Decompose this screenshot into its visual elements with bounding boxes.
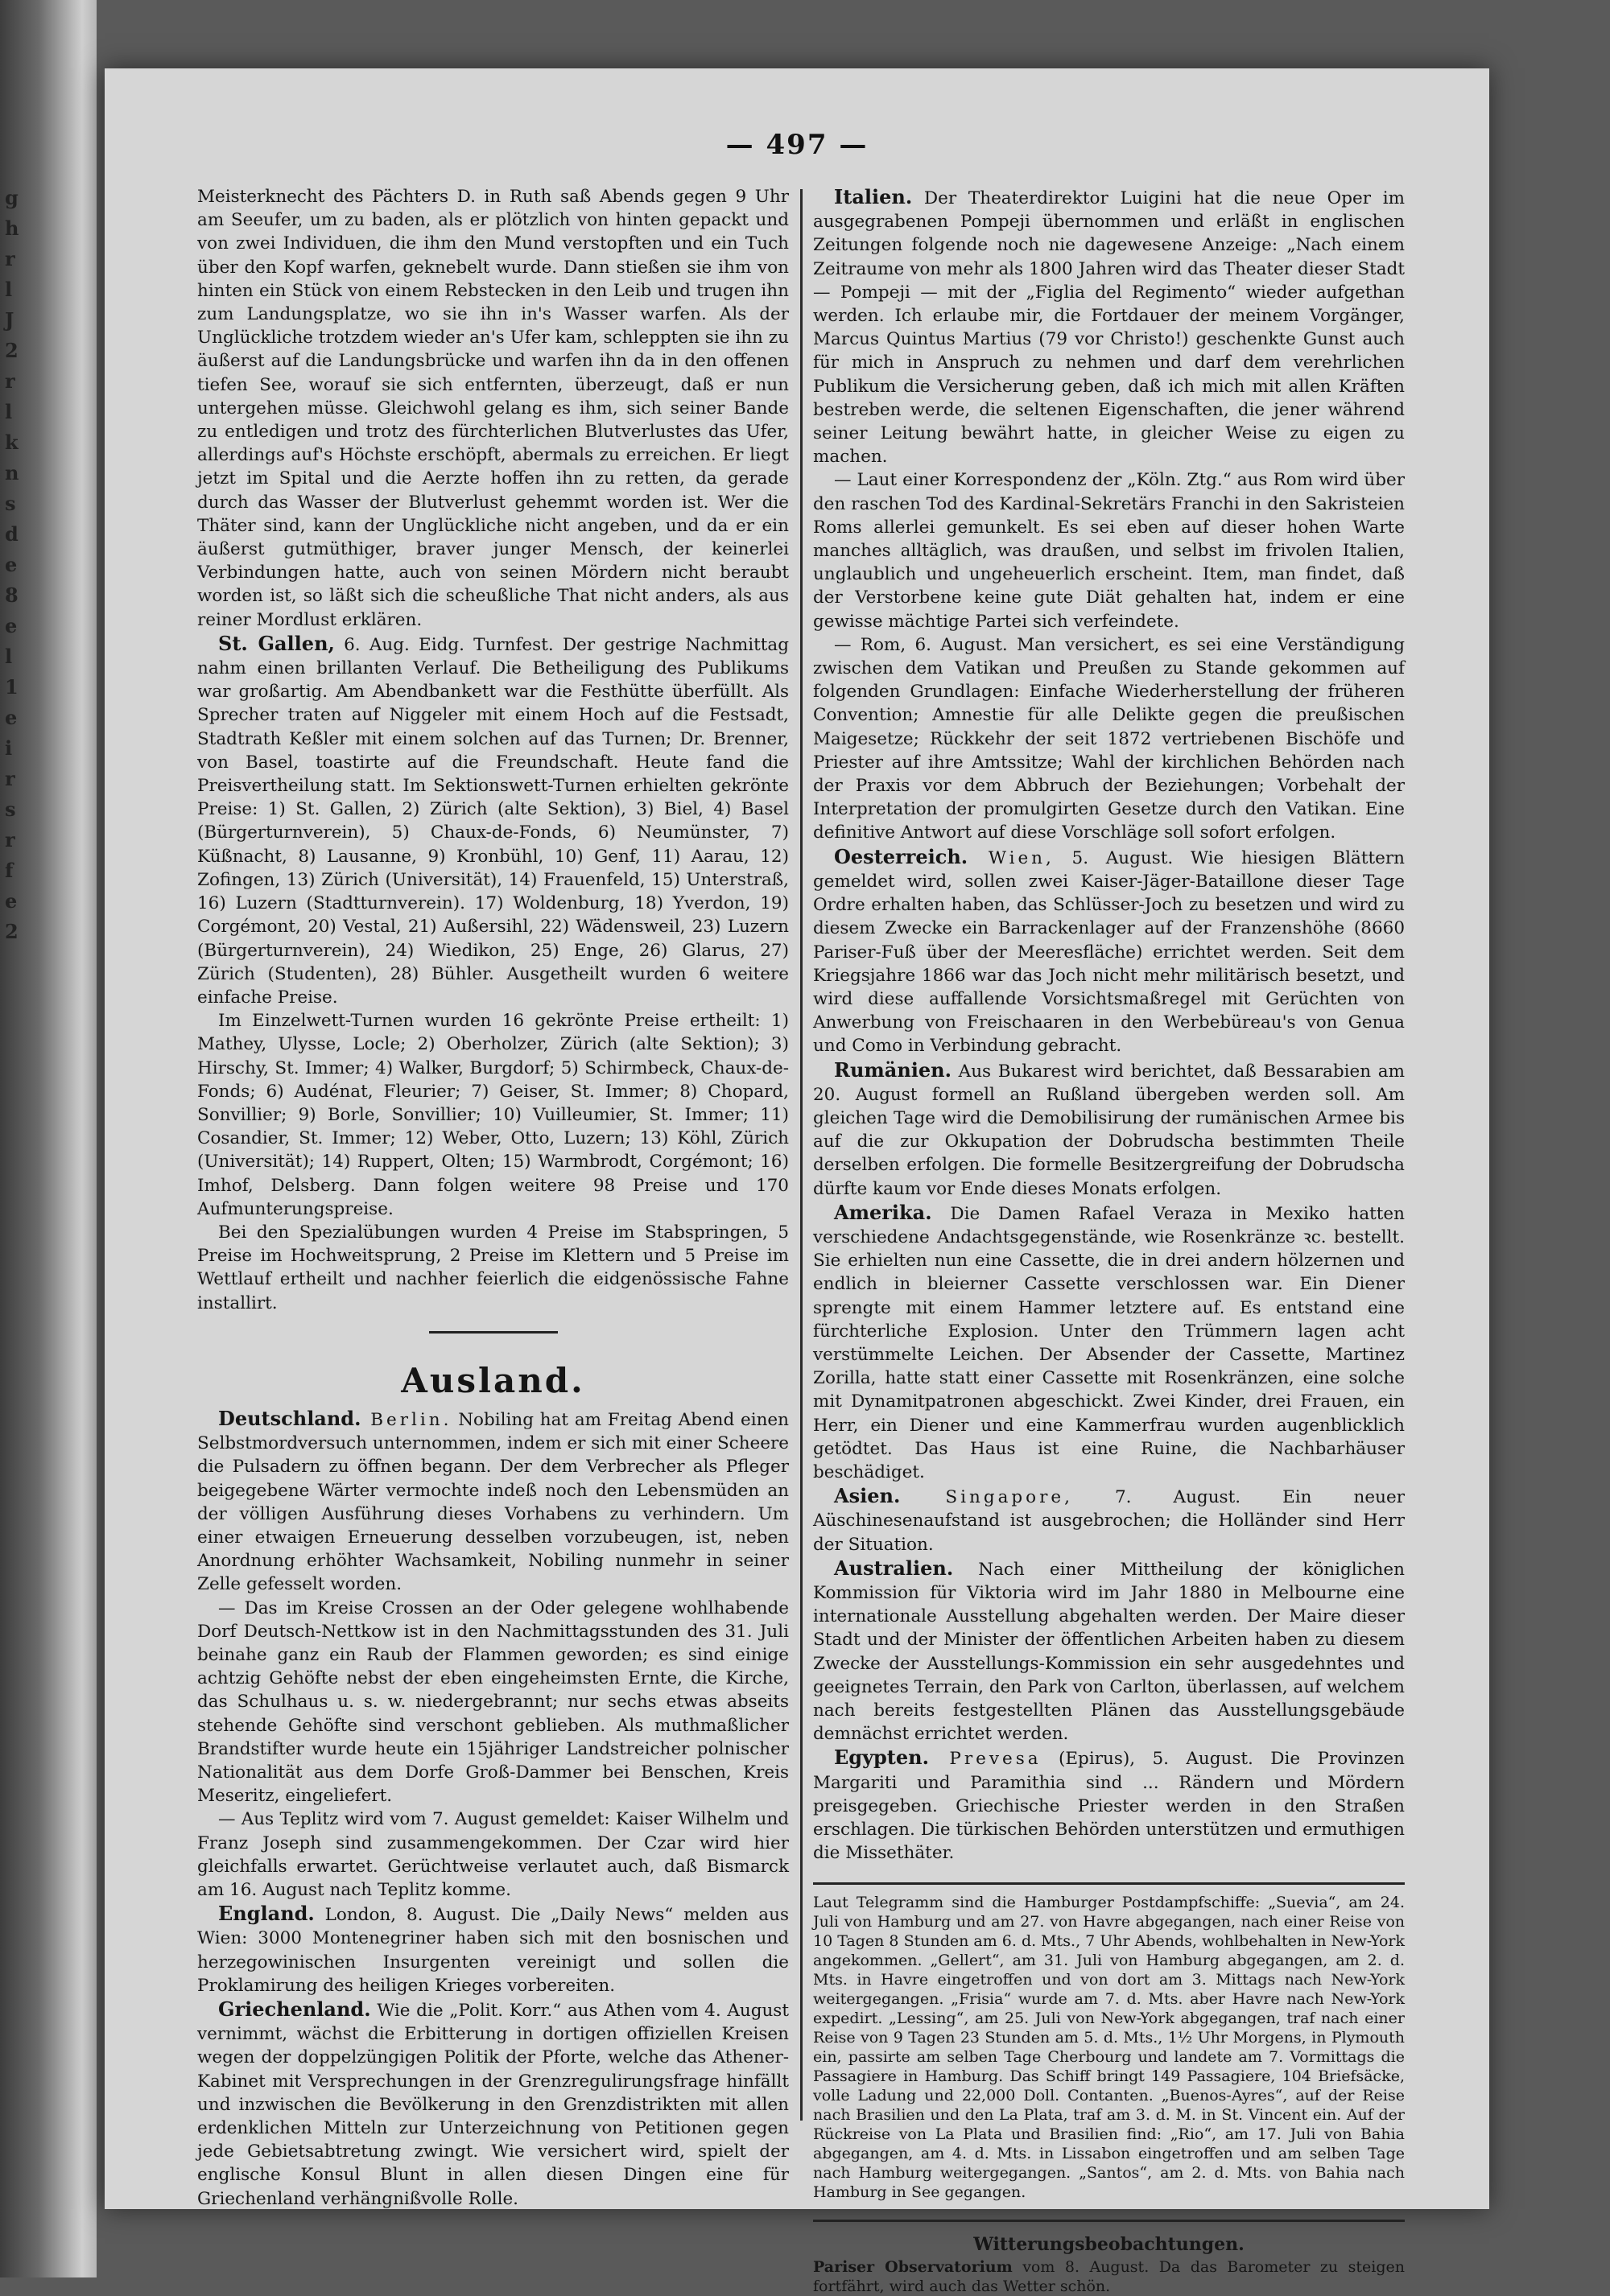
- article-australien: [813, 1556, 1405, 1746]
- column-divider: [800, 189, 803, 2121]
- rubric-deutschland: Deutschland.: [218, 1406, 361, 1430]
- article-italien-text: Der Theaterdirektor Luigini hat die neue Oper im ausgegrabenen Pompeji übernommen und erläßt in englischen Zeitungen folgende noch nie dagewesene Anzeige: „Nach einem Zeitraume von mehr als 1800 Jahren wird das Theater dieser Stadt — Pompeji — mit der „Figlia del Regimento“ wieder aufgethan werden. Ich erlaube mir, die Fortdauer der meinem Vorgänger, Marcus Quintus Martius (79 vor Christo!) geschenkte Gunst auch für mich in Anspruch zu nehmen und darf dem verehrlichen Publikum die Versicherung geben, daß ich mich mit allen Kräften bestreben werde, die seltenen Eigenschaften, die jener während seiner Leitung bewährt hatte, in gleicher Weise zu eigen zu machen.: [813, 188, 1405, 468]
- rubric-griechenland: Griechenland.: [218, 1997, 371, 2022]
- edge-fragment: J: [5, 308, 14, 332]
- shipping-notice: Laut Telegramm sind die Hamburger Postdampfschiffe: „Suevia“, am 24. Juli von Hamburg und am 27. von Havre abgegangen, nach einer Reise von 10 Tagen 8 Stunden am 6. d. Mts., 7 Uhr Abends, wohlbehalten in New-York angekommen. „Gellert“, am 31. Juli von Hamburg abgegangen, am 2. d. Mts. in Havre eingetroffen und von dort am 3. Mittags nach New-York weitergegangen. „Frisia“ wurde am 7. d. Mts. aber Havre nach New-York expedirt. „Lessing“, am 25. Juli von New-York abgegangen, traf nach einer Reise von 9 Tagen 23 Stunden am 5. d. Mts., 1½ Uhr Morgens, in Plymouth ein, passirte am selben Tage Cherbourg und landete am 7. Vormittags die Passagiere in Hamburg. Das Schiff bringt 149 Passagiere, 104 Briefsäcke, volle Ladung und 22,000 Doll. Contanten. „Buenos-Ayres“, auf der Reise nach Brasilien und den La Plata, traf am 3. d. M. in St. Vincent ein. Auf der Rückreise von La Plata und Brasilien find: „Rio“, am 17. Juli von Bahia abgegangen, am 4. d. Mts. in Lissabon eingetroffen und am selben Tage nach Hamburg weitergegangen. „Santos“, am 2. d. Mts. von Bahia nach Hamburg in See gegangen.: [813, 1894, 1405, 2202]
- article-griechenland-text: Wie die „Polit. Korr.“ aus Athen vom 4. August vernimmt, wächst die Erbitterung in dortigen offiziellen Kreisen wegen der doppelzüngigen Politik der Pforte, welche das Athener-Kabinet mit Versprechungen in der Grenzregulirungsfrage hinfällt und inzwischen die Bevölkerung in den Grenzdistrikten mit allen erdenklichen Mitteln zur Unterzeichnung von Petitionen gegen jede Gebietsabtretung zwingt. Wie versichert wird, spielt der englische Konsul Blunt in allen diesen Dingen eine für Griechenland verhängnißvolle Rolle.: [197, 2001, 789, 2209]
- article-egypten-text: (Epirus), 5. August. Die Provinzen Margariti und Paramithia sind ... Rändern und Mördern preisgegeben. Griechische Priester werden in den Straßen erschlagen. Die türkischen Behörden unterstützen und ermuthigen die Missethäter.: [813, 1749, 1405, 1864]
- edge-fragment: k: [5, 431, 19, 454]
- edge-fragment: f: [5, 859, 14, 882]
- edge-fragment: r: [5, 828, 15, 851]
- article-spezialuebungen: Bei den Spezialübungen wurden 4 Preise im Stabspringen, 5 Preise im Hochweitsprung, 2 Preise im Klettern und 5 Preise im Wettlauf ertheilt und nachher feierlich die eidgenössische Fahne installirt.: [197, 1222, 789, 1313]
- rubric-st-gallen: St. Gallen,: [218, 631, 335, 655]
- edge-fragment: l: [5, 645, 13, 668]
- article-australien-text: Nach einer Mittheilung der königlichen Kommission für Viktoria wird im Jahr 1880 in Melbourne eine internationale Ausstellung abgehalten werden. Der Maire dieser Stadt und der Minister der öffentlichen Arbeiten haben zu diesem Zwecke der Ausstellungs-Kommission ein sehr ausgedehntes und geeignetes Terrain, den Park von Carlton, überlassen, auf welchem nach bereits festgestellten Plänen das Ausstellungsgebäude demnächst errichtet werden.: [813, 1559, 1405, 1745]
- article-griechenland: [197, 1997, 789, 2211]
- article-england: [197, 1902, 789, 1997]
- edge-fragment: r: [5, 369, 15, 393]
- rubric-amerika: Amerika.: [834, 1200, 932, 1224]
- article-st-gallen: [197, 632, 789, 1009]
- rubric-egypten: Egypten.: [834, 1746, 929, 1770]
- article-england-text: London, 8. August. Die „Daily News“ melden aus Wien: 3000 Montenegriner haben sich mit den bosnischen und herzegowinischen Insurgenten vereinigt und sollen die Proklamirung des heiligen Krieges vorbereiten.: [197, 1905, 789, 1996]
- edge-fragment: s: [5, 798, 16, 821]
- rubric-asien: Asien.: [834, 1484, 901, 1508]
- place-singapore: Singapore,: [900, 1487, 1073, 1508]
- article-asien-text: 7. August. Ein neuer Aüschinesenaufstand ist ausgebrochen; die Holländer sind Herr der Situation.: [813, 1487, 1405, 1555]
- article-amerika: [813, 1201, 1405, 1484]
- page-number: — 497 —: [725, 129, 869, 161]
- edge-fragment: r: [5, 767, 15, 790]
- article-egypten: [813, 1746, 1405, 1865]
- edge-fragment: h: [5, 216, 19, 240]
- weather-rule: [813, 2220, 1405, 2222]
- edge-fragment: 2: [5, 920, 19, 943]
- article-oesterreich-text: 5. August. Wie hiesigen Blättern gemeldet wird, sollen zwei Kaiser-Jäger-Bataillone dieser Tage Ordre erhalten haben, das Schlüsser-Joch zu besetzen und wird zu diesem Zwecke ein Barrackenlager auf der Franzenshöhe (8660 Pariser-Fuß über der Meeresfläche) errichtet werden. Seit dem Kriegsjahre 1866 war das Joch nicht mehr militärisch besetzt, und wird diese auffallende Vorsichtsmaßregel mit Gerüchten von Anwerbung von Freischaaren in den Werbebüreau's von Genua und Como in Verbindung gebracht.: [813, 847, 1405, 1057]
- article-asien: [813, 1484, 1405, 1556]
- article-st-gallen-text: 6. Aug. Eidg. Turnfest. Der gestrige Nachmittag nahm einen brillanten Verlauf. Die Betheiligung des Publikums war großartig. Am Abendbankett war die Festhütte überfüllt. Als Sprecher traten auf Niggeler mit einem Hoch auf die Festsadt, Stadtrath Keßler mit einem solchen auf das Turnen; Dr. Brenner, von Basel, toastirte auf die Freundschaft. Heute fand die Preisvertheilung statt. Im Sektionswett-Turnen erhielten gekrönte Preise: 1) St. Gallen, 2) Zürich (alte Sektion), 3) Biel, 4) Basel (Bürgerturnverein), 5) Chaux-de-Fonds, 6) Neumünster, 7) Küßnacht, 8) Lausanne, 9) Kronbühl, 10) Genf, 11) Aarau, 12) Zofingen, 13) Zürich (Universität), 14) Frauenfeld, 15) Unterstraß, 16) Luzern (Stadtturnverein). 17) Woldenburg, 18) Yverdon, 19) Corgémont, 20) Vestal, 21) Außersihl, 22) Wädensweil, 23) Luzern (Bürgerturnverein), 24) Wiedikon, 25) Enge, 26) Glarus, 27) Zürich (Studenten), 28) Bühler. Ausgetheilt wurden 6 weitere einfache Preise.: [197, 634, 790, 1008]
- adjacent-page-edge: [0, 0, 97, 2277]
- article-italien: [813, 185, 1405, 468]
- edge-fragment: 8: [5, 583, 19, 607]
- article-oesterreich: [813, 845, 1405, 1058]
- edge-fragment: e: [5, 553, 18, 576]
- newspaper-page: [105, 68, 1489, 2295]
- section-divider: [429, 1331, 558, 1333]
- section-heading-ausland: Ausland.: [401, 1360, 585, 1400]
- edge-fragment: 2: [5, 339, 19, 362]
- edge-fragment: l: [5, 400, 13, 423]
- edge-fragment: r: [5, 247, 15, 270]
- edge-fragment: i: [5, 736, 13, 760]
- weather-report: [813, 2257, 1405, 2296]
- edge-fragment: 1: [5, 675, 19, 699]
- weather-heading: Witterungsbeobachtungen.: [973, 2234, 1245, 2256]
- rubric-australien: Australien.: [834, 1556, 954, 1580]
- rubric-england: England.: [218, 1902, 315, 1926]
- article-meisterknecht: Meisterknecht des Pächters D. in Ruth saß Abends gegen 9 Uhr am Seeufer, um zu baden, als er plötzlich von hinten gepackt und von zwei Individuen, die ihm den Mund verstopften und ein Tuch über den Kopf warfen, geknebelt wurde. Dann stießen sie ihm von hinten ein Stück von einem Rebstecken in den Leib und trugen ihn zum Landungsplatze, wo sie ihn in's Wasser warfen. Als der Unglückliche trotzdem wieder an's Ufer kam, schleppten sie ihn zu äußerst auf die Landungsbrücke und warfen ihn da in den offenen tiefen See, worauf sie sich entfernten, überzeugt, daß er nun untergehen müsse. Gleichwohl gelang es ihm, sich seiner Bande zu entledigen und trotz des fürchterlichen Blutverlustes das Ufer, allerdings auf's Höchste erschöpft, abermals zu erreichen. Er liegt jetzt im Spital und die Aerzte hoffen ihn zu retten, da gerade durch das Wasser der Blutverlust gehemmt worden ist. Wer die Thäter sind, kann der Unglückliche nicht angeben, und da er ein äußerst gutmüthiger, braver junger Mensch, der keinerlei Verbindungen hatte, auch von seinen Mördern nicht beraubt worden ist, so läßt sich die scheußliche That nicht anders, als aus reiner Mordlust erklären.: [197, 187, 789, 630]
- article-teplitz: — Aus Teplitz wird vom 7. August gemeldet: Kaiser Wilhelm und Franz Joseph sind zusammengekommen. Der Czar wird hier gleichfalls erwartet. Gerüchtweise verlautet auch, daß Bismarck am 16. August nach Teplitz komme.: [197, 1809, 789, 1901]
- notice-rule: [813, 1882, 1405, 1885]
- article-rumaenien-text: Aus Bukarest wird berichtet, daß Bessarabien am 20. August formell an Rußland übergeben werden soll. Am gleichen Tage wird die Demobilisirung der rumänischen Armee bis auf die zur Okkupation der Dobrudscha bestimmten Theile derselben erfolgen. Die formelle Besitzergreifung der Dobrudscha dürfte kaum vor Ende dieses Monats erfolgen.: [813, 1061, 1405, 1199]
- edge-fragment: d: [5, 522, 19, 546]
- left-column: [197, 185, 789, 2211]
- weather-report-text: vom 8. August. Da das Barometer zu steigen fortfährt, wird auch das Wetter schön.: [813, 2257, 1405, 2295]
- article-einzelwett: Im Einzelwett-Turnen wurden 16 gekrönte Preise ertheilt: 1) Mathey, Ulysse, Locle; 2) Oberholzer, Zürich (alte Sektion); 3) Hirschy, St. Immer; 4) Walker, Burgdorf; 5) Schirmbeck, Chaux-de-Fonds; 6) Audénat, Fleurier; 7) Geiser, St. Immer; 8) Chopard, Sonvillier; 9) Borle, Sonvillier; 10) Vuilleumier, St. Immer; 11) Cosandier, St. Immer; 12) Weber, Otto, Luzern; 13) Köhl, Zürich (Universität); 14) Ruppert, Olten; 15) Warmbrodt, Corgémont; 16) Imhof, Delsberg. Dann folgen weitere 98 Preise und 170 Aufmunterungspreise.: [197, 1011, 789, 1219]
- article-amerika-text: Die Damen Rafael Veraza in Mexiko hatten verschiedene Andachtsgegenstände, wie Rosenkränze ꝛc. bestellt. Sie erhielten nun eine Cassette, die in drei andern hölzernen und endlich in bleierner Cassette verschlossen war. Ein Diener sprengte mit einem Hammer letztere auf. Es entstand eine fürchterliche Explosion. Unter den Trümmern lagen acht verstümmelte Leichen. Der Absender der Cassette, Martinez Zorilla, hatte statt einer Cassette mit Rosenkränzen, eine solche mit Dynamitpatronen abgeschickt. Zwei Kinder, drei Frauen, ein Herr, ein Diener und eine Kammerfrau wurden augenblicklich getödtet. Das Haus ist eine Ruine, die Nachbarhäuser beschädiget.: [813, 1203, 1405, 1482]
- edge-fragment: n: [5, 461, 19, 484]
- edge-fragment: l: [5, 278, 13, 301]
- article-rom: — Rom, 6. August. Man versichert, es sei eine Verständigung zwischen dem Vatikan und Preußen zu Stande gekommen auf folgenden Grundlagen: Einfache Wiederherstellung der früheren Convention; Amnestie für alle Delikte gegen die preußischen Maigesetze; Rückkehr der seit 1872 vertriebenen Bischöfe und Priester auf ihre Amtssitze; Wahl der kirchlichen Behörden nach der Praxis vor dem Abbruch der Beziehungen; Vorbehalt der Interpretation der promulgirten Gesetze durch den Vatikan. Eine definitive Antwort auf diese Vorschläge soll sofort erfolgen.: [813, 634, 1405, 843]
- place-wien: Wien,: [968, 847, 1055, 868]
- edge-fragment: s: [5, 492, 16, 515]
- article-koeln-ztg: — Laut einer Korrespondenz der „Köln. Ztg.“ aus Rom wird über den raschen Tod des Kardinal-Sekretärs Franchi in den Sakristeien Roms allerlei gemunkelt. Es sei eben auf dieser hohen Warte manches alltäglich, was draußen, und selbst im frivolen Italien, unglaublich und ungeheuerlich erscheint. Item, man findet, daß der Verstorbene keine gute Diät gehalten hat, indem er eine gewisse mächtige Partei sich verfeindete.: [813, 470, 1405, 632]
- right-column: [813, 185, 1405, 2296]
- rubric-rumaenien: Rumänien.: [834, 1057, 952, 1082]
- article-deutsch-nettkow: — Das im Kreise Crossen an der Oder gelegene wohlhabende Dorf Deutsch-Nettkow ist in den Nachmittagsstunden des 31. Juli beinahe ganz ein Raub der Flammen geworden; es sind einige achtzig Gehöfte nebst der eben eingeheimsten Ernte, die Kirche, das Schulhaus u. s. w. niedergebrannt; nur sechs etwas abseits stehende Gehöfte sind verschont geblieben. Als muthmaßlicher Brandstifter wurde heute ein 15jähriger Landstreicher polnischer Nationalität aus dem Dorfe Groß-Dammer bei Benschen, Kreis Meseritz, eingeliefert.: [197, 1597, 789, 1807]
- edge-fragment: e: [5, 614, 18, 637]
- place-berlin: Berlin.: [361, 1409, 452, 1430]
- article-deutschland-text: Nobiling hat am Freitag Abend einen Selbstmordversuch unternommen, indem er sich mit einer Scheere die Pulsadern zu öffnen begann. Der dem Verbrecher als Pfleger beigegebene Wärter vermochte indeß noch den Lebensmüden an der völligen Ausführung dieses Vorhabens zu verhindern. Um einer etwaigen Erneuerung desselben vorzubeugen, ist, neben Anordnung erhöhter Wachsamkeit, Nobiling nunmehr in seiner Zelle gefesselt worden.: [197, 1409, 790, 1595]
- edge-fragment: e: [5, 706, 18, 729]
- edge-fragment: g: [5, 186, 19, 209]
- place-prevesa: Prevesa: [928, 1749, 1042, 1770]
- rubric-italien: Italien.: [834, 185, 913, 208]
- weather-observatory: Pariser Observatorium: [813, 2257, 1013, 2276]
- article-deutschland: [197, 1407, 789, 1597]
- rubric-oesterreich: Oesterreich.: [834, 844, 968, 868]
- edge-fragment: e: [5, 889, 18, 913]
- article-rumaenien: [813, 1058, 1405, 1201]
